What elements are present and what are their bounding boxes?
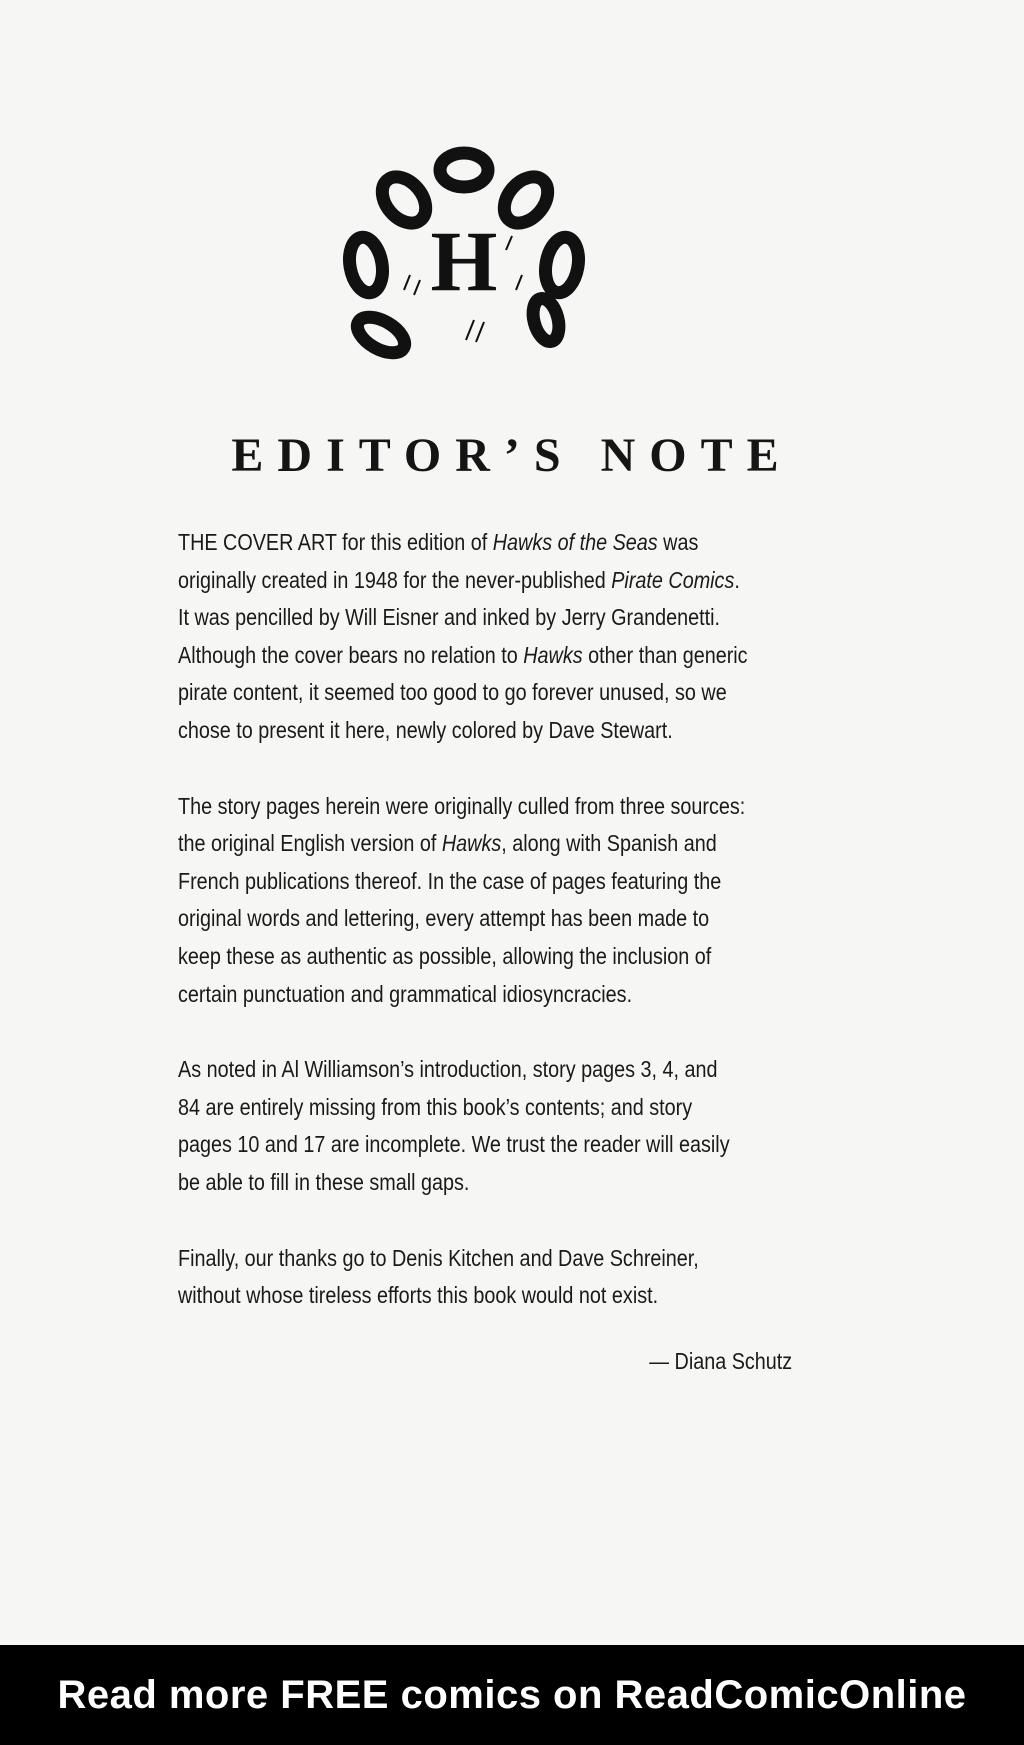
text-line: the original English version of Hawks, along with Spanish and — [178, 830, 717, 857]
text-line: certain punctuation and grammatical idiosyncracies. — [178, 980, 633, 1007]
italic-title: Pirate Comics — [611, 566, 735, 593]
paragraph — [178, 1051, 794, 1201]
logo-letter: H — [430, 213, 498, 309]
text-line: French publications thereof. In the case of pages featuring the — [178, 867, 722, 894]
italic-title: Hawks — [441, 830, 502, 857]
text-line: pirate content, it seemed too good to go forever unused, so we — [178, 679, 727, 706]
paragraph — [178, 1240, 794, 1315]
promo-banner-text[interactable]: Read more FREE comics on ReadComicOnline — [57, 1672, 967, 1717]
text-line: 84 are entirely missing from this book’s contents; and story — [178, 1093, 693, 1120]
text-line: As noted in Al Williamson’s introduction, story pages 3, 4, and — [178, 1056, 718, 1083]
text-line: It was pencilled by Will Eisner and inked by Jerry Grandenetti. — [178, 604, 721, 631]
italic-title: Hawks — [523, 641, 583, 668]
text-line: Although the cover bears no relation to Hawks other than generic — [178, 641, 748, 668]
text-line: chose to present it here, newly colored by Dave Stewart. — [178, 716, 673, 743]
promo-banner[interactable] — [0, 1645, 1024, 1745]
paragraph — [178, 788, 794, 1014]
page-title: EDITOR’S NOTE — [231, 429, 793, 482]
text-line: THE COVER ART for this edition of Hawks of the Seas was — [178, 529, 699, 555]
text-line: original words and lettering, every attempt has been made to — [178, 905, 710, 932]
italic-title: Hawks of the Seas — [492, 529, 658, 555]
chain-ring-logo-icon — [326, 140, 602, 380]
text-line: without whose tireless efforts this book would not exist. — [178, 1282, 659, 1309]
text-line: be able to fill in these small gaps. — [178, 1168, 470, 1195]
text-line: originally created in 1948 for the never-published Pirate Comics. — [178, 566, 740, 593]
editors-note-body — [178, 524, 794, 1353]
text-line: The story pages herein were originally culled from three sources: — [178, 792, 746, 819]
text-line: keep these as authentic as possible, allowing the inclusion of — [178, 942, 712, 969]
signature: — Diana Schutz — [649, 1348, 792, 1374]
text-line: Finally, our thanks go to Denis Kitchen and Dave Schreiner, — [178, 1244, 699, 1271]
paragraph — [178, 524, 794, 750]
text-line: pages 10 and 17 are incomplete. We trust the reader will easily — [178, 1131, 730, 1158]
